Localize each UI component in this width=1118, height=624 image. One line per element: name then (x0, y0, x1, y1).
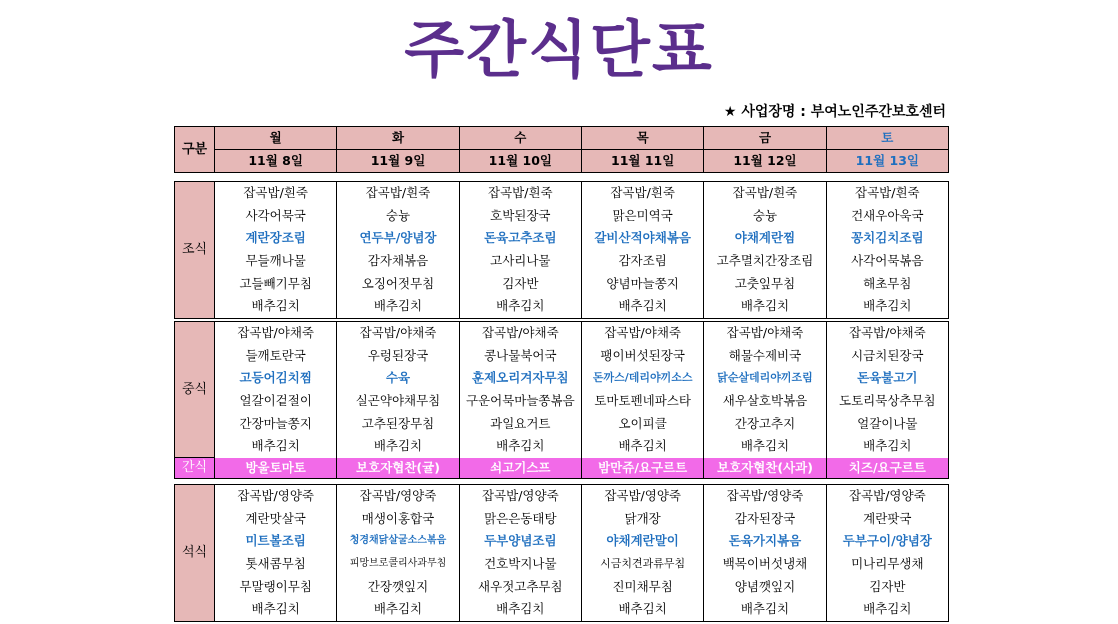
lunch-menu-item: 배추김치 (337, 435, 459, 458)
breakfast-menu-item: 사각어묵볶음 (826, 250, 948, 273)
dinner-menu-item: 잡곡밥/영양죽 (704, 485, 826, 508)
breakfast-menu-item: 잡곡밥/흰죽 (215, 182, 337, 205)
dinner-menu-item: 시금치견과류무침 (581, 553, 703, 576)
dinner-menu-item: 두부구이/양념장 (826, 530, 948, 553)
lunch-menu-item: 잡곡밥/야채죽 (459, 322, 581, 345)
dinner-menu-item: 배추김치 (337, 598, 459, 621)
breakfast-menu-item: 배추김치 (704, 295, 826, 318)
dinner-menu-item: 닭개장 (581, 508, 703, 531)
lunch-menu-item: 해물수제비국 (704, 345, 826, 368)
day-header: 목 (581, 127, 703, 150)
breakfast-table (174, 181, 949, 319)
lunch-label: 중식 (175, 322, 215, 458)
dinner-menu-item: 매생이홍합국 (337, 508, 459, 531)
dinner-menu-item: 계란팟국 (826, 508, 948, 531)
lunch-menu-item: 고등어김치찜 (215, 367, 337, 390)
dinner-menu-item: 배추김치 (704, 598, 826, 621)
dinner-menu-item: 백목이버섯냉채 (704, 553, 826, 576)
day-header: 금 (704, 127, 826, 150)
breakfast-menu-item: 오징어젓무침 (337, 272, 459, 295)
breakfast-menu-item: 호박된장국 (459, 205, 581, 228)
lunch-menu-item: 간장마늘쫑지 (215, 412, 337, 435)
breakfast-menu-item: 잡곡밥/흰죽 (826, 182, 948, 205)
breakfast-menu-item: 숭늉 (704, 205, 826, 228)
dinner-table (174, 484, 949, 622)
breakfast-menu-item: 잡곡밥/흰죽 (337, 182, 459, 205)
breakfast-menu-item: 배추김치 (215, 295, 337, 318)
breakfast-menu-item: 고들빼기무침 (215, 272, 337, 295)
breakfast-menu-item: 계란장조림 (215, 227, 337, 250)
dinner-menu-item: 김자반 (826, 575, 948, 598)
day-header: 화 (337, 127, 459, 150)
breakfast-menu-item: 잡곡밥/흰죽 (581, 182, 703, 205)
date-header: 11월 10일 (459, 150, 581, 173)
snack-item: 치즈/요구르트 (826, 458, 948, 479)
header-table (174, 126, 949, 173)
breakfast-menu-item: 야채계란찜 (704, 227, 826, 250)
dinner-menu-item: 잡곡밥/영양죽 (826, 485, 948, 508)
day-header: 수 (459, 127, 581, 150)
lunch-menu-item: 잡곡밥/야채죽 (704, 322, 826, 345)
dinner-menu-item: 간장깻잎지 (337, 575, 459, 598)
date-header: 11월 11일 (581, 150, 703, 173)
dinner-menu-item: 잡곡밥/영양죽 (337, 485, 459, 508)
breakfast-menu-item: 갈비산적야채볶음 (581, 227, 703, 250)
lunch-menu-item: 과일요거트 (459, 412, 581, 435)
breakfast-menu-item: 배추김치 (337, 295, 459, 318)
dinner-menu-item: 배추김치 (581, 598, 703, 621)
dinner-menu-item: 무말랭이무침 (215, 575, 337, 598)
dinner-menu-item: 맑은은동태탕 (459, 508, 581, 531)
lunch-menu-item: 배추김치 (704, 435, 826, 458)
breakfast-menu-item: 배추김치 (581, 295, 703, 318)
dinner-menu-item: 진미채무침 (581, 575, 703, 598)
dinner-menu-item: 잡곡밥/영양죽 (581, 485, 703, 508)
lunch-menu-item: 배추김치 (459, 435, 581, 458)
lunch-menu-item: 토마토펜네파스타 (581, 390, 703, 413)
dinner-menu-item: 양념깻잎지 (704, 575, 826, 598)
dinner-menu-item: 피망브로콜리사과무침 (337, 553, 459, 576)
lunch-menu-item: 도토리묵상추무침 (826, 390, 948, 413)
snack-item: 방울토마토 (215, 458, 337, 479)
breakfast-menu-item: 양념마늘쫑지 (581, 272, 703, 295)
breakfast-menu-item: 고사리나물 (459, 250, 581, 273)
dinner-label: 석식 (175, 485, 215, 622)
dinner-menu-item: 톳새콤무침 (215, 553, 337, 576)
dinner-menu-item: 잡곡밥/영양죽 (459, 485, 581, 508)
breakfast-menu-item: 숭늉 (337, 205, 459, 228)
lunch-menu-item: 고추된장무침 (337, 412, 459, 435)
breakfast-menu-item: 돈육고추조림 (459, 227, 581, 250)
day-header: 월 (215, 127, 337, 150)
lunch-menu-item: 콩나물북어국 (459, 345, 581, 368)
dinner-menu-item: 미나리무생채 (826, 553, 948, 576)
dinner-menu-item: 두부양념조림 (459, 530, 581, 553)
breakfast-menu-item: 잡곡밥/흰죽 (459, 182, 581, 205)
breakfast-menu-item: 잡곡밥/흰죽 (704, 182, 826, 205)
lunch-menu-item: 훈제오리겨자무침 (459, 367, 581, 390)
breakfast-menu-item: 감자채볶음 (337, 250, 459, 273)
lunch-menu-item: 잡곡밥/야채죽 (215, 322, 337, 345)
lunch-table (174, 321, 949, 479)
lunch-menu-item: 우렁된장국 (337, 345, 459, 368)
lunch-menu-item: 돈육불고기 (826, 367, 948, 390)
dinner-menu-item: 미트볼조림 (215, 530, 337, 553)
lunch-menu-item: 실곤약야채무침 (337, 390, 459, 413)
breakfast-menu-item: 해초무침 (826, 272, 948, 295)
lunch-menu-item: 오이피클 (581, 412, 703, 435)
breakfast-menu-item: 무들깨나물 (215, 250, 337, 273)
lunch-menu-item: 잡곡밥/야채죽 (826, 322, 948, 345)
breakfast-menu-item: 건새우아욱국 (826, 205, 948, 228)
lunch-menu-item: 새우살호박볶음 (704, 390, 826, 413)
breakfast-menu-item: 연두부/양념장 (337, 227, 459, 250)
lunch-menu-item: 들깨토란국 (215, 345, 337, 368)
snack-item: 보호자협찬(사과) (704, 458, 826, 479)
lunch-menu-item: 팽이버섯된장국 (581, 345, 703, 368)
lunch-menu-item: 간장고추지 (704, 412, 826, 435)
dinner-menu-item: 돈육가지볶음 (704, 530, 826, 553)
lunch-menu-item: 잡곡밥/야채죽 (337, 322, 459, 345)
lunch-menu-item: 구운어묵마늘쫑볶음 (459, 390, 581, 413)
dinner-menu-item: 건호박지나물 (459, 553, 581, 576)
snack-item: 보호자협찬(귤) (337, 458, 459, 479)
breakfast-label: 조식 (175, 182, 215, 319)
breakfast-menu-item: 고추멸치간장조림 (704, 250, 826, 273)
day-header: 토 (826, 127, 948, 150)
snack-label: 간식 (175, 458, 215, 479)
breakfast-menu-item: 배추김치 (826, 295, 948, 318)
date-header: 11월 9일 (337, 150, 459, 173)
breakfast-menu-item: 맑은미역국 (581, 205, 703, 228)
breakfast-menu-item: 배추김치 (459, 295, 581, 318)
breakfast-menu-item: 고춧잎무침 (704, 272, 826, 295)
organization-name: ★ 사업장명 : 부여노인주간보호센터 (723, 104, 946, 120)
dinner-menu-item: 새우젓고추무침 (459, 575, 581, 598)
lunch-menu-item: 시금치된장국 (826, 345, 948, 368)
dinner-menu-item: 계란맛살국 (215, 508, 337, 531)
date-header: 11월 13일 (826, 150, 948, 173)
dinner-menu-item: 청경채닭살굴소스볶음 (337, 530, 459, 553)
breakfast-menu-item: 감자조림 (581, 250, 703, 273)
breakfast-menu-item: 사각어묵국 (215, 205, 337, 228)
lunch-menu-item: 배추김치 (581, 435, 703, 458)
lunch-menu-item: 얼갈이겉절이 (215, 390, 337, 413)
snack-item: 밤만쥬/요구르트 (581, 458, 703, 479)
date-header: 11월 12일 (704, 150, 826, 173)
lunch-menu-item: 수육 (337, 367, 459, 390)
dinner-menu-item: 배추김치 (215, 598, 337, 621)
breakfast-menu-item: 김자반 (459, 272, 581, 295)
lunch-menu-item: 얼갈이나물 (826, 412, 948, 435)
dinner-menu-item: 감자된장국 (704, 508, 826, 531)
dinner-menu-item: 배추김치 (459, 598, 581, 621)
lunch-menu-item: 닭순살데리야끼조림 (704, 367, 826, 390)
date-header: 11월 8일 (215, 150, 337, 173)
dinner-menu-item: 잡곡밥/영양죽 (215, 485, 337, 508)
dinner-menu-item: 배추김치 (826, 598, 948, 621)
lunch-menu-item: 배추김치 (215, 435, 337, 458)
category-header: 구분 (175, 127, 215, 173)
page-title: 주간식단표 (404, 13, 714, 86)
breakfast-menu-item: 꽁치김치조림 (826, 227, 948, 250)
snack-item: 쇠고기스프 (459, 458, 581, 479)
lunch-menu-item: 잡곡밥/야채죽 (581, 322, 703, 345)
lunch-menu-item: 돈까스/데리야끼소스 (581, 367, 703, 390)
dinner-menu-item: 야채계란말이 (581, 530, 703, 553)
lunch-menu-item: 배추김치 (826, 435, 948, 458)
